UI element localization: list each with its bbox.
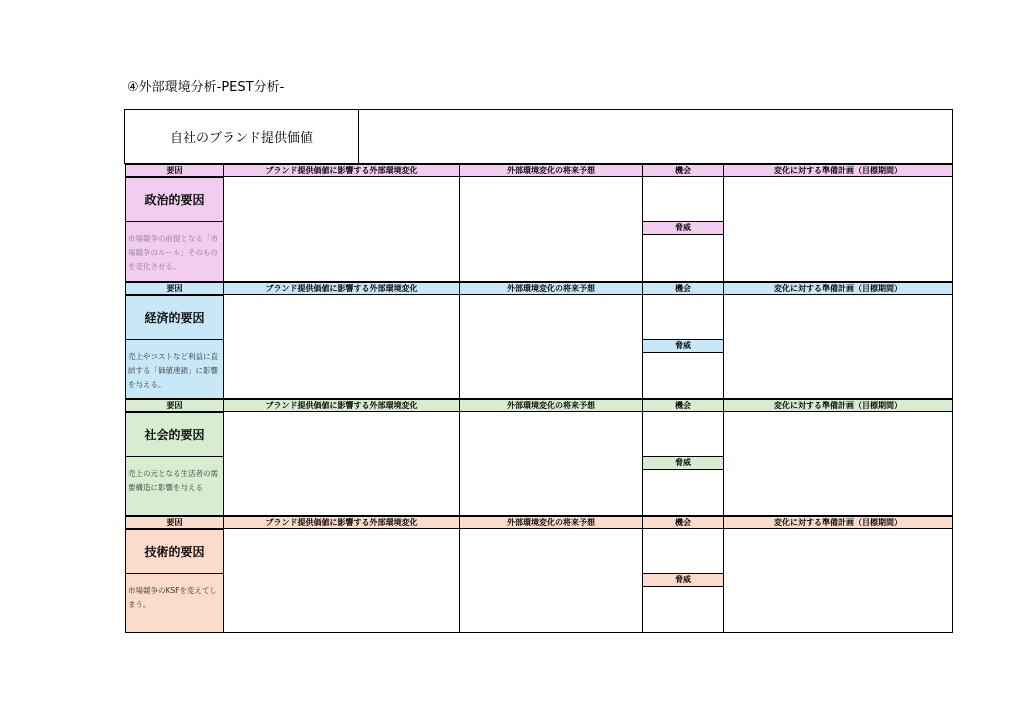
column-header-influence: ブランド提供価値に影響する外部環境変化 xyxy=(223,516,460,529)
threat-cell[interactable] xyxy=(642,234,724,282)
threat-cell[interactable] xyxy=(642,352,724,399)
pest-table xyxy=(125,164,953,633)
plan-cell[interactable] xyxy=(723,294,953,399)
forecast-cell[interactable] xyxy=(459,294,643,399)
influence-cell[interactable] xyxy=(223,294,460,399)
factor-description: 売上の元となる生活者の需要構造に影響を与える xyxy=(125,456,224,516)
column-header-influence: ブランド提供価値に影響する外部環境変化 xyxy=(223,399,460,412)
factor-name: 経済的要因 xyxy=(125,295,224,340)
factor-name: 政治的要因 xyxy=(125,177,224,222)
column-header-influence: ブランド提供価値に影響する外部環境変化 xyxy=(223,164,460,177)
brand-value-box xyxy=(124,109,953,164)
column-header-opportunity: 機会 xyxy=(642,399,724,412)
column-header-forecast: 外部環境変化の将来予想 xyxy=(459,516,643,529)
opportunity-cell[interactable] xyxy=(642,528,724,574)
opportunity-cell[interactable] xyxy=(642,411,724,457)
pest-section xyxy=(125,516,953,633)
pest-section xyxy=(125,282,953,399)
column-header-plan: 変化に対する準備計画（目標期間） xyxy=(723,164,953,177)
threat-label: 脅威 xyxy=(642,339,724,353)
factor-description: 市場競争のKSFを変えてしまう。 xyxy=(125,573,224,633)
brand-value-input[interactable] xyxy=(359,110,952,163)
column-header-factor: 要因 xyxy=(125,282,224,295)
factor-description: 市場競争の前提となる「市場競争のルール」そのものを変化させる。 xyxy=(125,221,224,282)
column-header-factor: 要因 xyxy=(125,399,224,412)
column-header-factor: 要因 xyxy=(125,516,224,529)
column-header-plan: 変化に対する準備計画（目標期間） xyxy=(723,282,953,295)
forecast-cell[interactable] xyxy=(459,176,643,282)
opportunity-cell[interactable] xyxy=(642,294,724,340)
column-header-forecast: 外部環境変化の将来予想 xyxy=(459,282,643,295)
forecast-cell[interactable] xyxy=(459,528,643,633)
factor-name: 社会的要因 xyxy=(125,412,224,457)
opportunity-cell[interactable] xyxy=(642,176,724,222)
threat-label: 脅威 xyxy=(642,573,724,587)
factor-description: 売上やコストなど利益に直結する「価値連鎖」に影響を与える。 xyxy=(125,339,224,399)
column-header-forecast: 外部環境変化の将来予想 xyxy=(459,399,643,412)
threat-cell[interactable] xyxy=(642,586,724,633)
page-title: ④外部環境分析-PEST分析- xyxy=(127,80,285,95)
column-header-opportunity: 機会 xyxy=(642,516,724,529)
column-header-influence: ブランド提供価値に影響する外部環境変化 xyxy=(223,282,460,295)
plan-cell[interactable] xyxy=(723,176,953,282)
threat-label: 脅威 xyxy=(642,221,724,235)
pest-section xyxy=(125,399,953,516)
influence-cell[interactable] xyxy=(223,176,460,282)
influence-cell[interactable] xyxy=(223,411,460,516)
column-header-plan: 変化に対する準備計画（目標期間） xyxy=(723,399,953,412)
column-header-opportunity: 機会 xyxy=(642,164,724,177)
threat-label: 脅威 xyxy=(642,456,724,470)
plan-cell[interactable] xyxy=(723,528,953,633)
brand-value-label: 自社のブランド提供価値 xyxy=(125,110,359,163)
column-header-opportunity: 機会 xyxy=(642,282,724,295)
influence-cell[interactable] xyxy=(223,528,460,633)
column-header-factor: 要因 xyxy=(125,164,224,177)
plan-cell[interactable] xyxy=(723,411,953,516)
pest-section xyxy=(125,164,953,282)
threat-cell[interactable] xyxy=(642,469,724,516)
forecast-cell[interactable] xyxy=(459,411,643,516)
column-header-forecast: 外部環境変化の将来予想 xyxy=(459,164,643,177)
factor-name: 技術的要因 xyxy=(125,529,224,574)
column-header-plan: 変化に対する準備計画（目標期間） xyxy=(723,516,953,529)
